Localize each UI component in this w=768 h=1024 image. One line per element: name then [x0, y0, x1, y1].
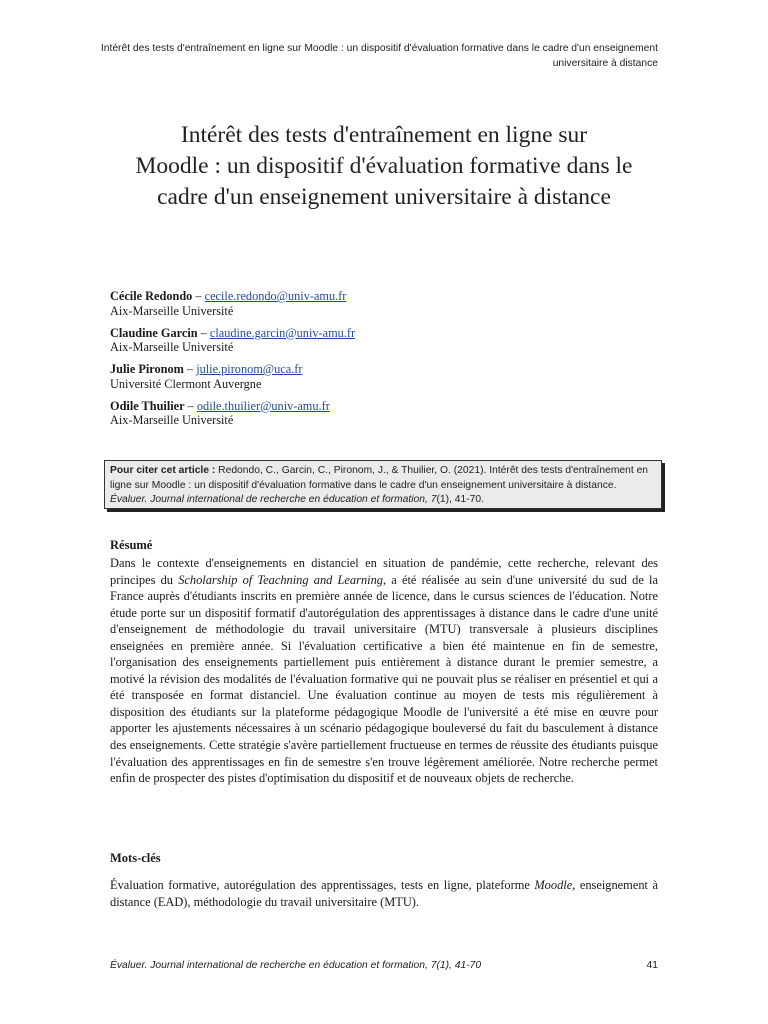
abstract-italic-term: Scholarship of Teachning and Learning — [178, 572, 383, 587]
keywords-text-part: Évaluation formative, autorégulation des apprentissages, tests en ligne, plateforme — [110, 878, 535, 892]
citation-issue-pages: (1), 41-70. — [436, 494, 484, 505]
abstract-text-part: Dans le contexte d'enseignements en distanciel en situation de pandémie, cette recherche, relevant des principes du — [110, 556, 658, 587]
author-email-link[interactable]: claudine.garcin@univ-amu.fr — [209, 325, 356, 340]
author-affiliation: Aix-Marseille Université — [110, 303, 234, 318]
page-number: 41 — [646, 960, 658, 971]
title-line: Moodle : un dispositif d'évaluation formative dans le — [135, 153, 633, 179]
author-name: Julie Pironom — [110, 362, 184, 376]
author-separator: – — [197, 325, 210, 340]
author-separator: – — [192, 289, 205, 303]
citation-journal: Évaluer. Journal international de recherche en éducation et formation, 7 — [110, 494, 437, 505]
footer-journal-citation: Évaluer. Journal international de recherche en éducation et formation, 7(1), 41-70 — [110, 960, 482, 971]
keywords-text-part: enseignement à distance (EAD), méthodologie du travail universitaire (MTU). — [110, 878, 658, 909]
author-name: Claudine Garcin — [110, 325, 198, 340]
article-title — [96, 120, 672, 213]
author-affiliation: Université Clermont Auvergne — [110, 376, 262, 391]
author-affiliation: Aix-Marseille Université — [110, 413, 234, 427]
abstract-text-part: , a été réalisée au sein d'une université du sud de la France auprès d'étudiants inscrits en première année de licence, dans le cursus sciences de l'éducation. Notre étude porte sur un dispositif formatif d'autorégulation des apprentissages à distance dans le cadre d'une unité d'enseignement de méthodologie du travail universitaire (MTU) transversale à plusieurs disciplines enseignées en première année. Si l'évaluation certificative a bien été maintenue en fin de semestre, l'organisation des enseignements partiellement puis entièrement à distance durant le premier semestre, a motivé la révision des modalités de l'évaluation formative qui ne pouvait plus se réaliser en présentiel et qui a été transposée en format distanciel. Une évaluation continue au moyen de tests mis régulièrement à disposition des étudiants sur la plateforme pédagogique Moodle de l'université a été mise en œuvre pour apporter les ajustements nécessaires à un scénario pédagogique bouleversé du fait du basculement à distance des enseignements. Cette stratégie s'avère partiellement fructueuse en termes de réussite des étudiants puisque l'évaluation des apprentissages en fin de semestre s'en trouve légèrement améliorée. Notre recherche permet enfin de prospecter des pistes d'optimisation du dispositif et de nouveaux objets de recherche. — [110, 572, 658, 786]
author-separator: – — [183, 362, 197, 376]
title-line: cadre d'un enseignement universitaire à distance — [157, 184, 611, 210]
running-header: Intérêt des tests d'entraînement en ligne sur Moodle : un dispositif d'évaluation formative dans le cadre d'un enseignement universitaire à distance — [100, 43, 658, 69]
citation-text: Redondo, C., Garcin, C., Pironom, J., & Thuilier, O. (2021). Intérêt des tests d'entraînement en ligne sur Moodle : un dispositif d'évaluation formative dans le cadre d'un enseignement universitaire à distance. — [110, 465, 649, 491]
citation-label: Pour citer cet article : — [110, 465, 216, 476]
author-separator: – — [184, 398, 197, 413]
title-line: Intérêt des tests d'entraînement en ligne sur — [180, 122, 588, 148]
citation-box — [104, 460, 662, 509]
author-name: Cécile Redondo — [110, 289, 193, 303]
author-entry — [110, 326, 670, 341]
author-affiliation: Aix-Marseille Université — [110, 340, 234, 354]
author-email-link[interactable]: odile.thuilier@univ-amu.fr — [196, 398, 330, 413]
author-list — [110, 289, 670, 435]
keywords-italic-term: Moodle, — [534, 878, 576, 892]
author-name: Odile Thuilier — [110, 398, 185, 413]
keywords-text — [110, 877, 658, 910]
keywords-heading: Mots-clés — [110, 851, 161, 865]
author-email-link[interactable]: cecile.redondo@univ-amu.fr — [204, 289, 347, 303]
author-entry — [110, 399, 670, 414]
author-entry — [110, 289, 670, 304]
abstract-text — [110, 555, 658, 787]
author-entry — [110, 362, 670, 377]
abstract-heading: Résumé — [110, 538, 153, 552]
author-email-link[interactable]: julie.pironom@uca.fr — [196, 362, 303, 376]
